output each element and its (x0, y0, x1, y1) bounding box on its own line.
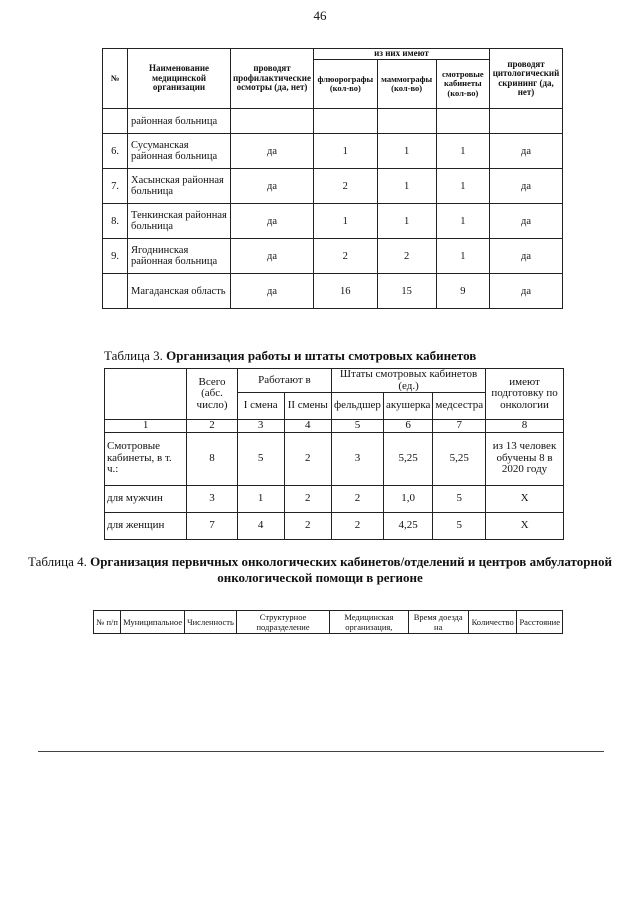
cell-shift1: 4 (237, 512, 284, 539)
exam-rooms-staff-table (104, 368, 564, 540)
col-med-org-header: Медицинская организация, (330, 611, 408, 634)
cell-prophylactic: да (231, 204, 314, 239)
screening-table-continued (102, 48, 563, 309)
col-number: 6 (383, 420, 432, 433)
col-distance-header: Расстояние (517, 611, 563, 634)
col-prophylactic-header: проводят профилактические осмотры (да, нет) (231, 49, 314, 109)
col-municipal-header: Муниципальное (121, 611, 185, 634)
col-staff-header: Штаты смотровых кабинетов (ед.) (331, 369, 485, 393)
cell-num (103, 109, 128, 134)
cell-mammographs: 1 (377, 204, 436, 239)
col-empty-header (105, 369, 187, 420)
col-cytology-header: проводят цитологический скрининг (да, нет) (490, 49, 563, 109)
cell-training: Х (486, 485, 564, 512)
col-number: 8 (486, 420, 564, 433)
cell-feldsher: 2 (331, 485, 383, 512)
cell-training: из 13 человек обучены 8 в 2020 году (486, 432, 564, 485)
cell-cytology (490, 109, 563, 134)
cell-org-name: Магаданская область (128, 274, 231, 309)
cell-num: 7. (103, 169, 128, 204)
cell-nurse: 5 (433, 512, 486, 539)
table-row (105, 512, 564, 539)
table4-caption-title: Организация первичных онкологических кабинетов/отделений и центров амбулаторной онкологической помощи в регионе (90, 554, 612, 585)
page-number: 46 (313, 8, 327, 23)
table-row (103, 169, 563, 204)
col-of-them-header: из них имеют (313, 49, 489, 60)
col-midwife-header: акушерка (383, 393, 432, 420)
col-num-header: № (103, 49, 128, 109)
cell-prophylactic: да (231, 169, 314, 204)
cell-cytology: да (490, 134, 563, 169)
cell-fluorographs: 1 (313, 204, 377, 239)
col-population-header: Численность (185, 611, 237, 634)
col-number: 3 (237, 420, 284, 433)
cell-shift2: 2 (284, 485, 331, 512)
col-number: 7 (433, 420, 486, 433)
column-number-row (105, 420, 564, 433)
cell-midwife: 4,25 (383, 512, 432, 539)
cell-fluorographs: 2 (313, 169, 377, 204)
col-nurse-header: медсестра (433, 393, 486, 420)
cell-org-name: Ягоднинская районная больница (128, 239, 231, 274)
col-training-header: имеют подготовку по онкологии (486, 369, 564, 420)
cell-fluorographs (313, 109, 377, 134)
cell-fluorographs: 16 (313, 274, 377, 309)
cell-fluorographs: 1 (313, 134, 377, 169)
col-travel-time-header: Время доезда на (408, 611, 468, 634)
cell-total: 7 (187, 512, 238, 539)
cell-org-name: Хасынская районная больница (128, 169, 231, 204)
table-row (103, 239, 563, 274)
col-work-in-header: Работают в (237, 369, 331, 393)
col-structural-unit-header: Структурное подразделение (236, 611, 329, 634)
cell-prophylactic (231, 109, 314, 134)
cell-org-name: районная больница (128, 109, 231, 134)
col-number: 2 (187, 420, 238, 433)
cell-feldsher: 2 (331, 512, 383, 539)
cell-num: 8. (103, 204, 128, 239)
cell-num: 6. (103, 134, 128, 169)
col-shift1-header: I смена (237, 393, 284, 420)
cell-mammographs: 15 (377, 274, 436, 309)
cell-exam-rooms: 1 (436, 239, 489, 274)
oncology-centers-table (93, 610, 563, 634)
table4-caption-prefix: Таблица 4. (27, 554, 87, 569)
cell-label: Смотровые кабинеты, в т. ч.: (105, 432, 187, 485)
cell-org-name: Сусуманская районная больница (128, 134, 231, 169)
cell-cytology: да (490, 169, 563, 204)
col-org-name-header: Наименование медицинской организации (128, 49, 231, 109)
cell-exam-rooms (436, 109, 489, 134)
cell-feldsher: 3 (331, 432, 383, 485)
cell-num: 9. (103, 239, 128, 274)
table-row (105, 485, 564, 512)
cell-mammographs: 1 (377, 134, 436, 169)
cell-shift2: 2 (284, 512, 331, 539)
col-quantity-header: Количество (468, 611, 517, 634)
table3-caption (104, 348, 476, 364)
col-fluorographs-header: флюорографы (кол-во) (313, 60, 377, 109)
cell-nurse: 5,25 (433, 432, 486, 485)
cell-shift2: 2 (284, 432, 331, 485)
col-shift2-header: II смены (284, 393, 331, 420)
cell-total: 8 (187, 432, 238, 485)
cell-exam-rooms: 9 (436, 274, 489, 309)
col-feldsher-header: фельдшер (331, 393, 383, 420)
table-row (103, 204, 563, 239)
col-number: 5 (331, 420, 383, 433)
cell-exam-rooms: 1 (436, 169, 489, 204)
cell-total: 3 (187, 485, 238, 512)
cell-prophylactic: да (231, 274, 314, 309)
cell-nurse: 5 (433, 485, 486, 512)
col-total-header: Всего (абс. число) (187, 369, 238, 420)
table3-caption-title: Организация работы и штаты смотровых кабинетов (166, 348, 477, 363)
cell-label: для мужчин (105, 485, 187, 512)
cell-training: Х (486, 512, 564, 539)
cell-fluorographs: 2 (313, 239, 377, 274)
cell-midwife: 5,25 (383, 432, 432, 485)
cell-shift1: 5 (237, 432, 284, 485)
cell-midwife: 1,0 (383, 485, 432, 512)
cell-prophylactic: да (231, 239, 314, 274)
col-mammographs-header: маммографы (кол-во) (377, 60, 436, 109)
col-number: 4 (284, 420, 331, 433)
cell-exam-rooms: 1 (436, 204, 489, 239)
cell-org-name: Тенкинская районная больница (128, 204, 231, 239)
cell-cytology: да (490, 204, 563, 239)
cell-exam-rooms: 1 (436, 134, 489, 169)
cell-mammographs (377, 109, 436, 134)
cell-shift1: 1 (237, 485, 284, 512)
col-number: 1 (105, 420, 187, 433)
col-exam-rooms-header: смотровые кабинеты (кол-во) (436, 60, 489, 109)
cell-prophylactic: да (231, 134, 314, 169)
cell-num (103, 274, 128, 309)
table-row (105, 432, 564, 485)
table-row (103, 109, 563, 134)
table4-caption (0, 554, 640, 586)
table-row (103, 134, 563, 169)
cell-mammographs: 1 (377, 169, 436, 204)
page-footer-rule (38, 751, 604, 752)
table-row-total (103, 274, 563, 309)
col-number-header: № п/п (94, 611, 121, 634)
table3-caption-prefix: Таблица 3. (104, 348, 163, 363)
cell-cytology: да (490, 239, 563, 274)
cell-mammographs: 2 (377, 239, 436, 274)
cell-cytology: да (490, 274, 563, 309)
cell-label: для женщин (105, 512, 187, 539)
